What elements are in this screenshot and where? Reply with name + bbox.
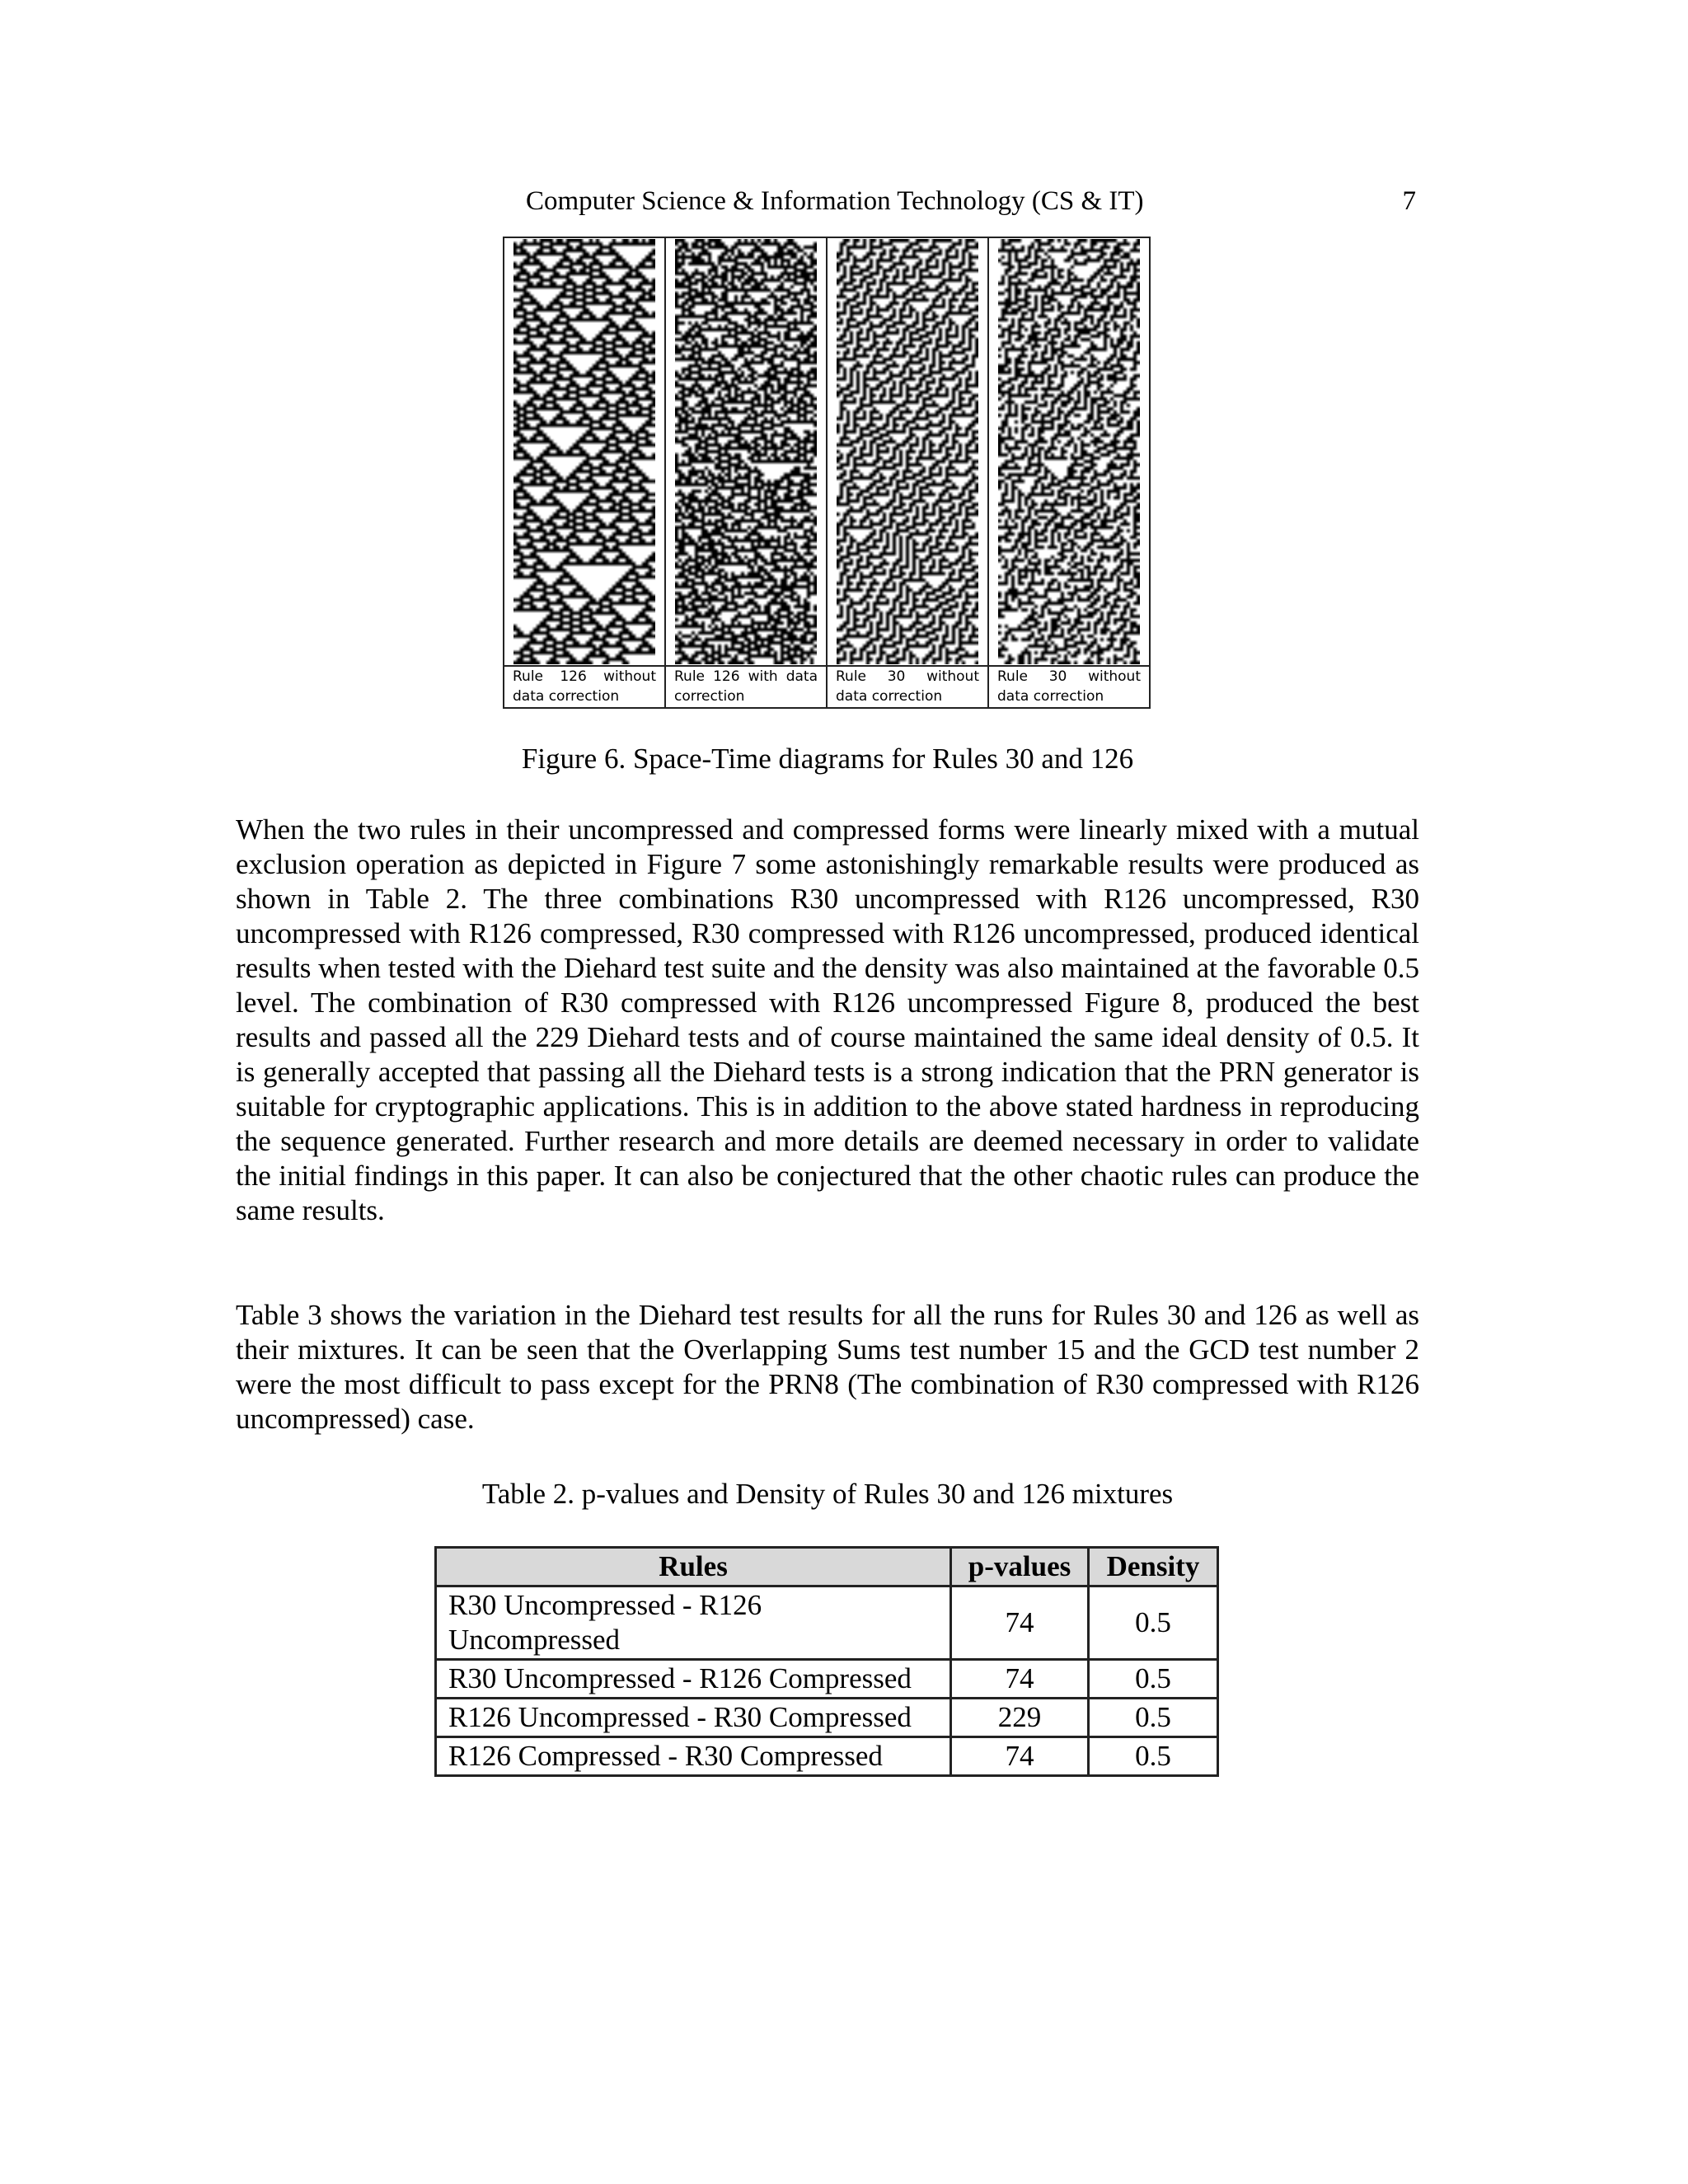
table-cell: 74 [951,1660,1089,1699]
panel-label: Rule 30 without data correction [836,668,979,705]
body-paragraph: Table 3 shows the variation in the Diehard test results for all the runs for Rules 30 and 126 as well as their mixtures. It can be seen that the Overlapping Sums test number 15 and the GCD test number 2 were the most difficult to pass except for the PRN8 (The combination of R30 compressed with R126 uncompressed) case. [236,1299,1419,1435]
space-time-figure [503,237,1151,709]
panel-label: Rule 126 without data correction [513,668,656,705]
figure-panel [666,238,828,707]
figure-caption: Figure 6. Space-Time diagrams for Rules 30 and 126 [521,743,1134,775]
table-row [436,1660,1218,1699]
table-cell: 0.5 [1089,1586,1218,1660]
table-header-row [436,1548,1218,1586]
running-header [526,183,1416,219]
column-header: Density [1089,1548,1218,1586]
column-header: p-values [951,1548,1089,1586]
rule-126-diagram [513,239,655,664]
table-row [436,1699,1218,1737]
rule-30-random-diagram [998,239,1140,664]
body-paragraph: When the two rules in their uncompressed and compressed forms were linearly mixed with a mutual exclusion operation as depicted in Figure 7 some astonishingly remarkable results were produced as shown in Table 2. The three combinations R30 uncompressed with R126 uncompressed, R30 uncompressed with R126 compressed, R30 compressed with R126 uncompressed, produced identical results when tested with the Diehard test suite and the density was also maintained at the favorable 0.5 level. The combination of R30 compressed with R126 uncompressed Figure 8, produced the best results and passed all the 229 Diehard tests and of course maintained the same ideal density of 0.5. It is generally accepted that passing all the Diehard tests is a strong indication that the PRN generator is suitable for cryptographic applications. This is in addition to the above stated hardness in reproducing the sequence generated. Further research and more details are deemed necessary in order to validate the initial findings in this paper. It can also be conjectured that the other chaotic rules can produce the same results. [236,813,1419,1226]
table-row [436,1737,1218,1776]
table-cell: 0.5 [1089,1699,1218,1737]
table-cell: 74 [951,1586,1089,1660]
results-table [434,1546,1219,1777]
table-cell: R126 Uncompressed - R30 Compressed [436,1699,951,1737]
rule-30-diagram [837,239,978,664]
figure-panel [989,238,1149,707]
figure-panel [828,238,989,707]
journal-title: Computer Science & Information Technology (CS & IT) [526,186,1144,216]
table-cell: 74 [951,1737,1089,1776]
column-header: Rules [436,1548,951,1586]
page-number: 7 [1402,186,1416,216]
table-caption: Table 2. p-values and Density of Rules 30 and 126 mixtures [481,1478,1174,1510]
panel-label: Rule 30 without data correction [997,668,1141,705]
table-cell: 0.5 [1089,1660,1218,1699]
table-row [436,1586,1218,1660]
table-cell: R30 Uncompressed - R126 Uncompressed [436,1586,951,1660]
table-cell: 229 [951,1699,1089,1737]
table-cell: R30 Uncompressed - R126 Compressed [436,1660,951,1699]
panel-label: Rule 126 with data correction [674,668,818,705]
table-cell: 0.5 [1089,1737,1218,1776]
table-cell: R126 Compressed - R30 Compressed [436,1737,951,1776]
rule-126-corrected-diagram [675,239,817,664]
figure-panel [504,238,666,707]
